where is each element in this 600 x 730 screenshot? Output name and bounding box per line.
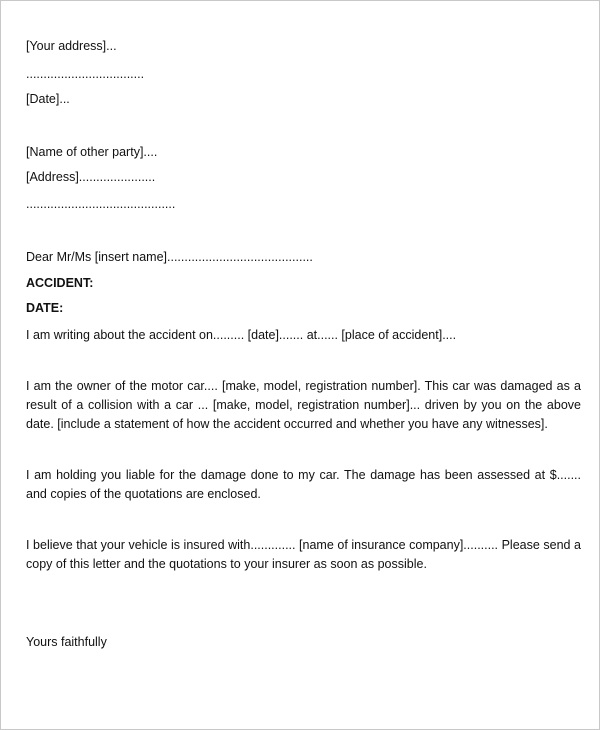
- accident-label: ACCIDENT:: [26, 276, 94, 290]
- recipient-name: [Name of other party]....: [26, 145, 158, 159]
- paragraph-liability: I am holding you liable for the damage done to my car. The damage has been assessed at $....... and copies of the quotations are enclosed.: [26, 468, 581, 501]
- paragraph-ownership: I am the owner of the motor car.... [make, model, registration number]. This car was damaged as a result of a collision with a car ... [make, model, registration number]... driven by you on the above date. [include a statement of how the accident occurred and whether you have any witnesses].: [26, 379, 581, 431]
- paragraph-accident: I am writing about the accident on......... [date]....... at...... [place of accident]....: [26, 328, 457, 342]
- recipient-address: [Address]......................: [26, 170, 156, 184]
- sender-address-line2: ..................................: [26, 67, 145, 81]
- salutation: Dear Mr/Ms [insert name]..........................................: [26, 250, 313, 264]
- closing: Yours faithfully: [26, 635, 107, 649]
- date-label: DATE:: [26, 301, 64, 315]
- sender-address: [Your address]...: [26, 39, 117, 53]
- paragraph-insurance: I believe that your vehicle is insured with............. [name of insurance company].......... Please send a copy of this letter and the quotations to your insurer as soon as possible.: [26, 538, 581, 571]
- letter-date: [Date]...: [26, 92, 70, 106]
- recipient-address-line2: ...........................................: [26, 197, 176, 211]
